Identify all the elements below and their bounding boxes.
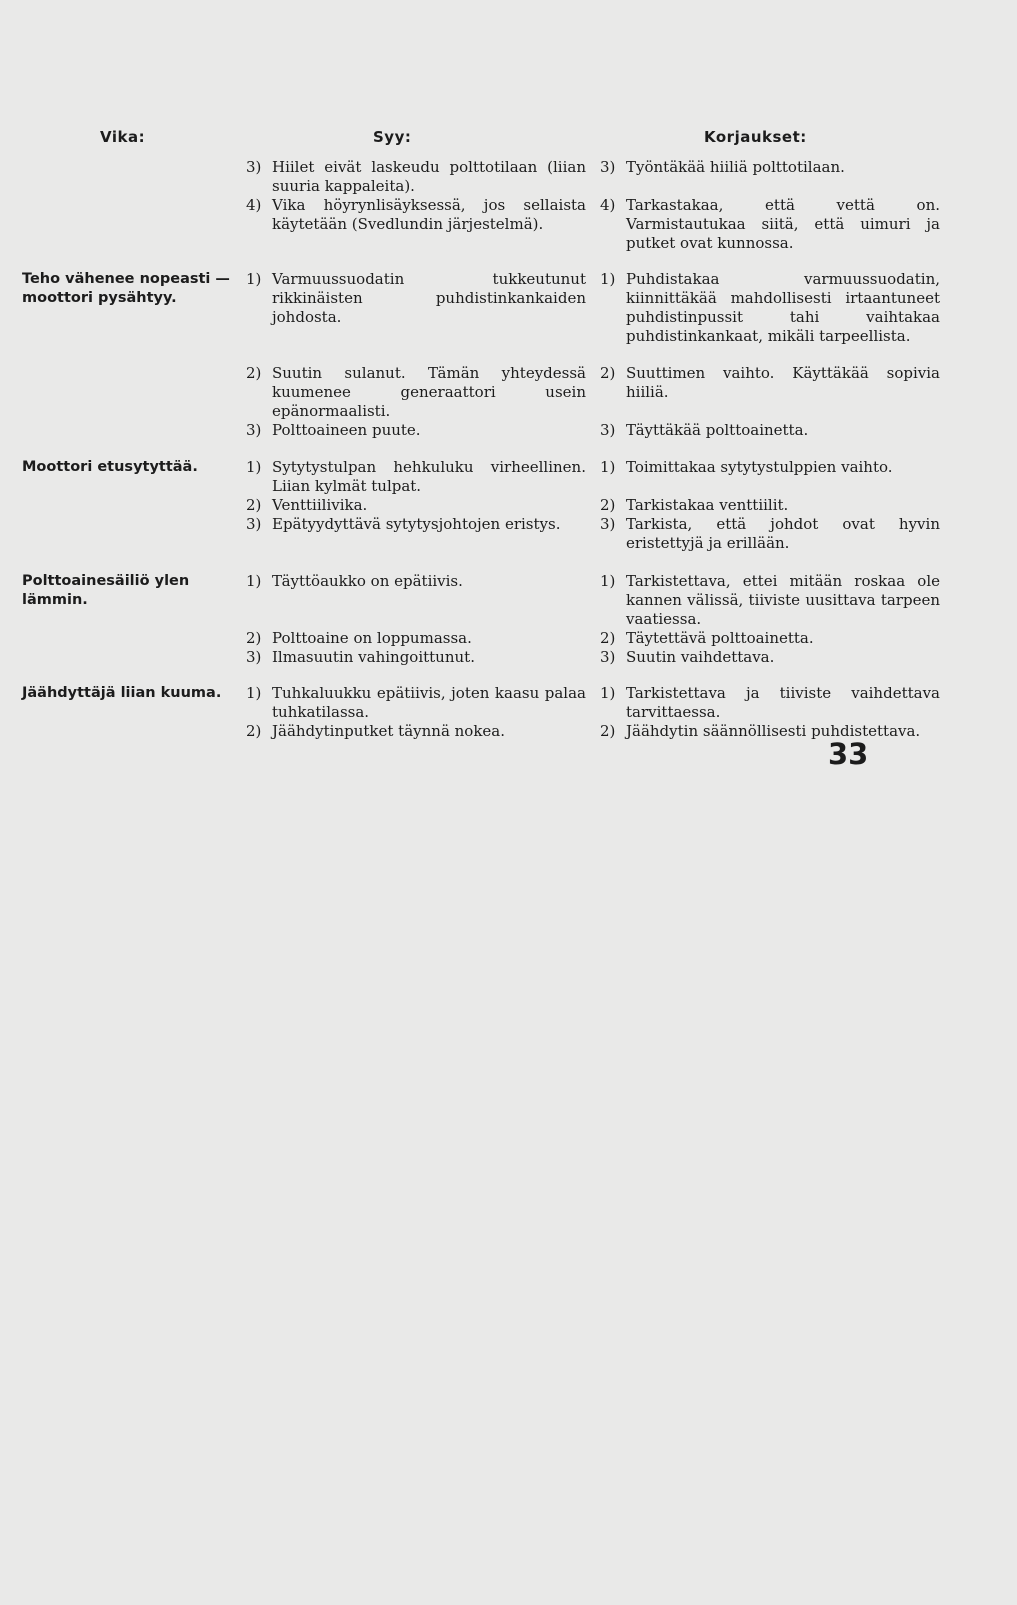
fix-number: 3) bbox=[600, 515, 616, 533]
cause-text: Sytytystulpan hehkuluku virheellinen. Liian kylmät tulpat. bbox=[272, 458, 586, 495]
fix-number: 1) bbox=[600, 572, 616, 590]
fix-number: 1) bbox=[600, 270, 616, 288]
fix-text: Tarkastakaa, että vettä on. Varmistautukaa siitä, että uimuri ja putket ovat kunnossa. bbox=[626, 196, 940, 252]
cause-number: 2) bbox=[246, 722, 262, 740]
cause-item bbox=[246, 421, 586, 440]
fault-label: Polttoainesäiliö ylen lämmin. bbox=[22, 573, 190, 608]
fix-number: 3) bbox=[600, 648, 616, 666]
cause-number: 3) bbox=[246, 648, 262, 666]
cause-text: Polttoaine on loppumassa. bbox=[272, 629, 472, 647]
fix-text: Täyttäkää polttoainetta. bbox=[626, 421, 809, 439]
fix-item bbox=[600, 364, 940, 402]
page-number: 33 bbox=[828, 737, 869, 771]
cause-number: 1) bbox=[246, 572, 262, 590]
cause-number: 1) bbox=[246, 270, 262, 288]
cause-number: 2) bbox=[246, 364, 262, 382]
fix-number: 2) bbox=[600, 722, 616, 740]
cause-number: 3) bbox=[246, 158, 262, 176]
fix-item bbox=[600, 421, 940, 440]
fix-item bbox=[600, 496, 940, 515]
cause-text: Epätyydyttävä sytytysjohtojen eristys. bbox=[272, 515, 561, 533]
fix-item bbox=[600, 572, 940, 629]
fix-number: 1) bbox=[600, 684, 616, 702]
cause-number: 4) bbox=[246, 196, 262, 214]
fix-text: Tarkistakaa venttiilit. bbox=[626, 496, 789, 514]
cause-item bbox=[246, 196, 586, 234]
fix-text: Jäähdytin säännöllisesti puhdistettava. bbox=[626, 722, 921, 740]
fix-text: Toimittakaa sytytystulppien vaihto. bbox=[626, 458, 893, 476]
cause-text: Täyttöaukko on epätiivis. bbox=[272, 572, 463, 590]
cause-item bbox=[246, 270, 586, 327]
fix-number: 1) bbox=[600, 458, 616, 476]
cause-number: 1) bbox=[246, 684, 262, 702]
cause-text: Vika höyrynlisäyksessä, jos sellaista käytetään (Svedlundin järjestelmä). bbox=[272, 196, 586, 233]
fix-number: 2) bbox=[600, 629, 616, 647]
fix-text: Työntäkää hiiliä polttotilaan. bbox=[626, 158, 845, 176]
fix-item bbox=[600, 629, 940, 648]
fix-text: Suutin vaihdettava. bbox=[626, 648, 775, 666]
cause-item bbox=[246, 496, 586, 515]
cause-text: Ilmasuutin vahingoittunut. bbox=[272, 648, 475, 666]
header-vika: Vika: bbox=[100, 128, 146, 146]
fix-text: Suuttimen vaihto. Käyttäkää sopivia hiiliä. bbox=[626, 364, 940, 401]
fix-text: Puhdistakaa varmuussuodatin, kiinnittäkää mahdollisesti irtaantuneet puhdistinpussit tahi vaihtakaa puhdistinkankaat, mikäli tarpeellista. bbox=[626, 270, 940, 345]
fix-item bbox=[600, 648, 940, 667]
fix-item bbox=[600, 158, 940, 177]
cause-item bbox=[246, 572, 586, 591]
cause-item bbox=[246, 629, 586, 648]
cause-item bbox=[246, 515, 586, 534]
fix-item bbox=[600, 722, 940, 741]
fix-number: 2) bbox=[600, 364, 616, 382]
fault-label: Jäähdyttäjä liian kuuma. bbox=[22, 685, 222, 701]
fix-text: Tarkistettava ja tiiviste vaihdettava tarvittaessa. bbox=[626, 684, 940, 721]
fix-item bbox=[600, 458, 940, 477]
header-korjaukset: Korjaukset: bbox=[704, 128, 807, 146]
fault-label: Teho vähenee nopeasti — moottori pysähtyy. bbox=[22, 271, 230, 306]
fix-item bbox=[600, 196, 940, 253]
fix-item bbox=[600, 270, 940, 346]
cause-item bbox=[246, 722, 586, 741]
fix-text: Tarkista, että johdot ovat hyvin eristettyjä ja erillään. bbox=[626, 515, 940, 552]
fix-item bbox=[600, 515, 940, 553]
cause-text: Venttiilivika. bbox=[272, 496, 368, 514]
cause-number: 3) bbox=[246, 515, 262, 533]
fix-item bbox=[600, 684, 940, 722]
cause-number: 2) bbox=[246, 629, 262, 647]
fault-label: Moottori etusytyttää. bbox=[22, 459, 198, 475]
fix-number: 3) bbox=[600, 158, 616, 176]
fix-text: Tarkistettava, ettei mitään roskaa ole kannen välissä, tiiviste uusittava tarpeen vaatiessa. bbox=[626, 572, 940, 628]
cause-text: Tuhkaluukku epätiivis, joten kaasu palaa tuhkatilassa. bbox=[272, 684, 586, 721]
cause-item bbox=[246, 458, 586, 496]
cause-item bbox=[246, 364, 586, 421]
cause-text: Suutin sulanut. Tämän yhteydessä kuumenee generaattori usein epänormaalisti. bbox=[272, 364, 586, 420]
cause-number: 2) bbox=[246, 496, 262, 514]
fix-number: 2) bbox=[600, 496, 616, 514]
cause-item bbox=[246, 648, 586, 667]
cause-number: 3) bbox=[246, 421, 262, 439]
fix-text: Täytettävä polttoainetta. bbox=[626, 629, 814, 647]
cause-text: Varmuussuodatin tukkeutunut rikkinäisten puhdistinkankaiden johdosta. bbox=[272, 270, 586, 326]
cause-text: Polttoaineen puute. bbox=[272, 421, 421, 439]
fix-number: 4) bbox=[600, 196, 616, 214]
cause-item bbox=[246, 684, 586, 722]
cause-item bbox=[246, 158, 586, 196]
fix-number: 3) bbox=[600, 421, 616, 439]
cause-text: Hiilet eivät laskeudu polttotilaan (liian suuria kappaleita). bbox=[272, 158, 586, 195]
cause-text: Jäähdytinputket täynnä nokea. bbox=[272, 722, 506, 740]
header-syy: Syy: bbox=[373, 128, 412, 146]
cause-number: 1) bbox=[246, 458, 262, 476]
